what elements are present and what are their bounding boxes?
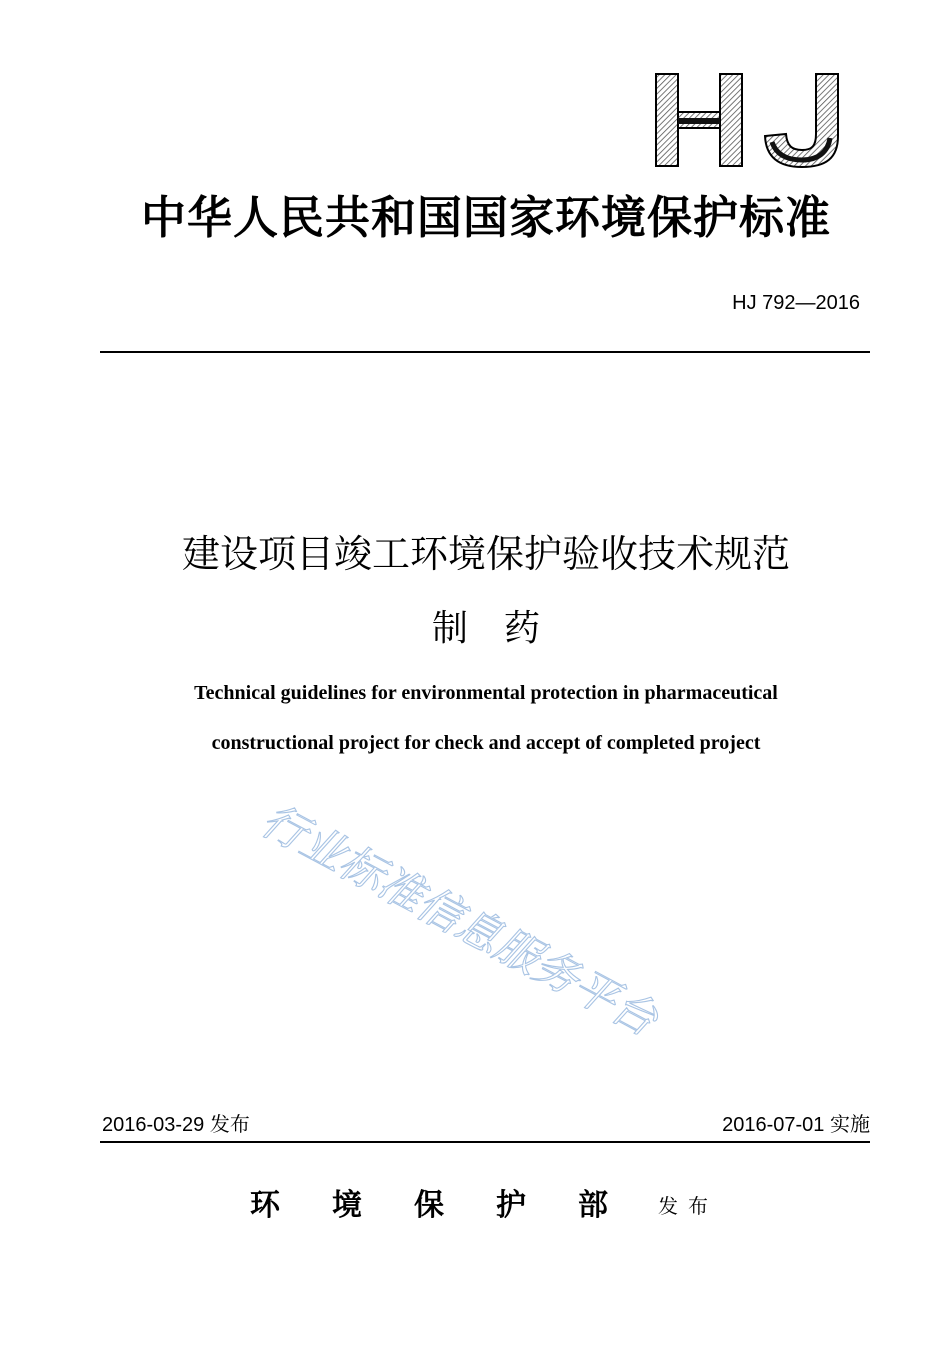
- issue-date: 2016-03-29 发布: [102, 1114, 250, 1136]
- document-title-chinese: 建设项目竣工环境保护验收技术规范: [181, 532, 790, 576]
- implementation-date: 2016-07-01 实施: [722, 1114, 870, 1136]
- document-subtitle-chinese: 制 药: [431, 608, 540, 649]
- publisher-suffix: 发布: [658, 1194, 718, 1218]
- publisher-name: 环境保护部: [250, 1188, 660, 1223]
- document-title-english-line1: Technical guidelines for environmental protection in pharmaceutical: [194, 682, 778, 704]
- standard-number: HJ 792—2016: [732, 292, 860, 314]
- document-title-english-line2: constructional project for check and accept of completed project: [211, 732, 761, 754]
- top-divider: [100, 351, 870, 353]
- organization-title: 中华人民共和国国家环境保护标准: [140, 191, 831, 244]
- bottom-divider: [100, 1141, 870, 1143]
- watermark-text: 行业标准信息服务平台: [252, 794, 666, 1047]
- watermark: [238, 790, 798, 1110]
- logo-letter-j: [765, 74, 838, 167]
- hj-logo: [652, 70, 844, 170]
- logo-letter-h: [656, 74, 742, 166]
